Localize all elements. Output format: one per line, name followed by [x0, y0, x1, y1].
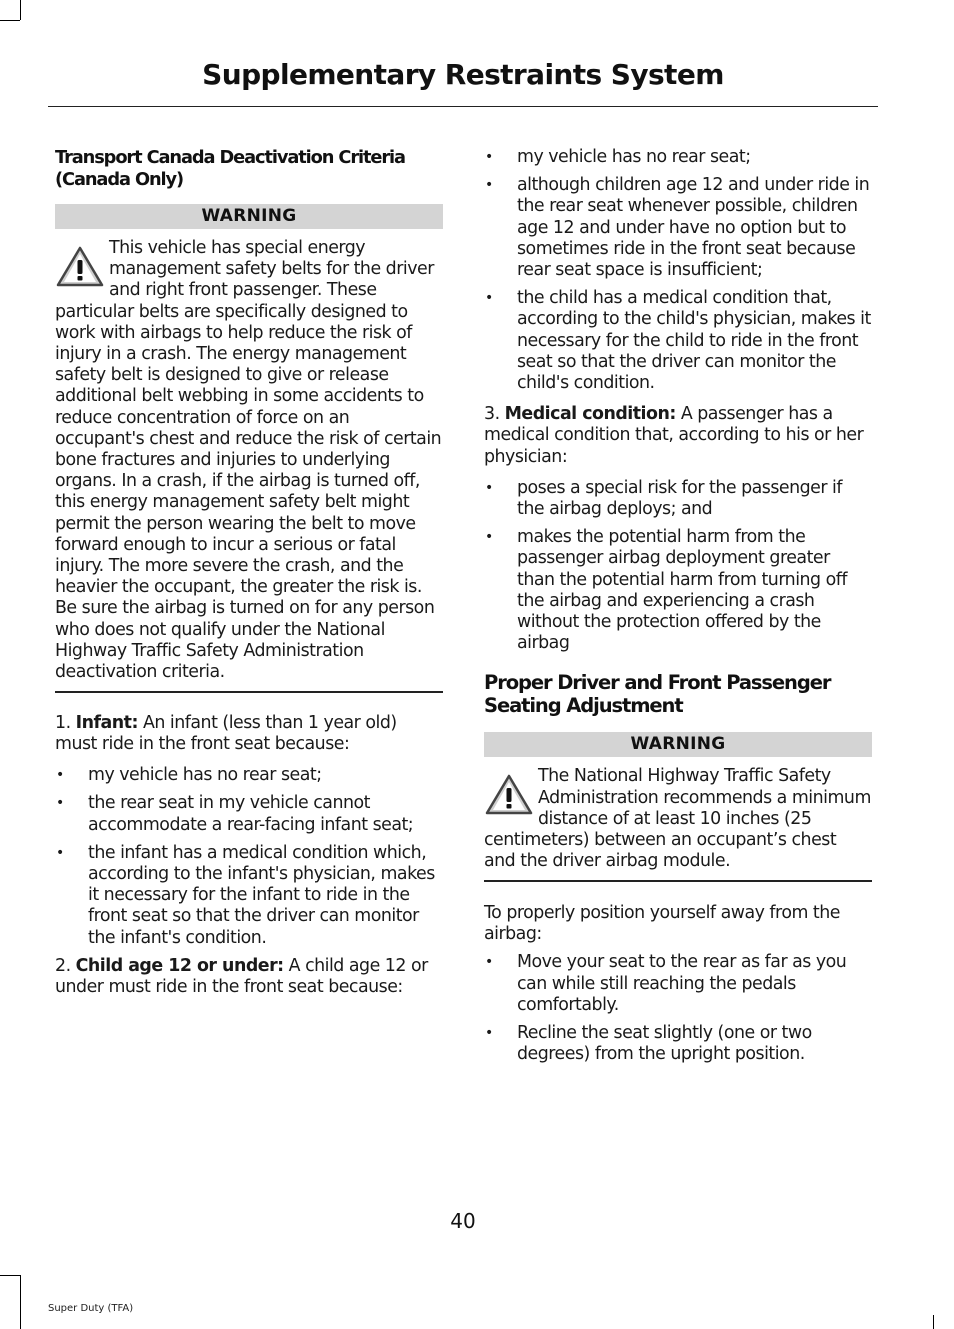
bullet-marker: •: [485, 529, 493, 546]
positioning-bullet-list: [484, 952, 872, 1065]
list-item: • the infant has a medical condition which, according to the infant's physician, makes it necessary for the infant to ride in the front seat so that the driver can monitor the infant's condition.: [56, 842, 435, 948]
item-label: Medical condition:: [504, 404, 676, 425]
footer-doc-name: Super Duty (TFA): [48, 1303, 134, 1314]
warning-header: WARNING: [484, 732, 872, 757]
item-text: An infant (less than 1 year old) must ride in the front seat because:: [55, 712, 397, 755]
item-number: 3.: [484, 404, 500, 425]
child-bullet-list: [484, 147, 872, 394]
crop-mark: [933, 1315, 934, 1329]
criteria-item-medical: [484, 404, 872, 468]
list-item: • Recline the seat slightly (one or two degrees) from the upright position.: [485, 1023, 812, 1065]
warning-block: [484, 766, 872, 872]
title-divider: [48, 106, 878, 107]
infant-bullet-list: [55, 765, 443, 949]
bullet-marker: •: [485, 290, 493, 307]
item-label: Child age 12 or under:: [75, 955, 284, 976]
warning-text: This vehicle has special energy management safety belts for the driver and right front passenger. These particular belts are specifically designed to work with airbags to help reduce the risk of injury in a crash. The energy management safety belt is designed to give or release additional belt webbing in some accidents to reduce concentration of force on an occupant's chest and reduce the risk of certain bone fractures and injuries to underlying organs. In a crash, if the airbag is turned off, this energy management safety belt might permit the person wearing the belt to move forward enough to incur a serious or fatal injury. The more severe the crash, and the heavier the occupant, the greater the risk is. Be sure the airbag is turned on for any person who does not qualify under the National Highway Traffic Safety Administration deactivation criteria.: [55, 238, 442, 683]
bullet-marker: •: [485, 177, 493, 194]
list-item: • makes the potential harm from the passenger airbag deployment greater than the potential harm from turning off the airbag and experiencing a crash without the protection offered by the airbag: [485, 527, 848, 654]
positioning-intro: To properly position yourself away from the airbag:: [484, 903, 840, 945]
bullet-marker: •: [485, 149, 493, 165]
bullet-marker: •: [485, 954, 493, 971]
crop-mark: [0, 1275, 20, 1276]
item-number: 2.: [55, 955, 71, 976]
warning-triangle-icon: [55, 245, 105, 289]
bullet-marker: •: [56, 767, 64, 784]
left-column: [55, 147, 443, 998]
list-item: • poses a special risk for the passenger if the airbag deploys; and: [485, 477, 842, 520]
bullet-marker: •: [485, 1025, 493, 1042]
warning-header: WARNING: [55, 204, 443, 229]
warning-triangle-icon: [484, 773, 534, 817]
bullet-marker: •: [485, 479, 493, 496]
item-text: A child age 12 or under must ride in the front seat because:: [55, 955, 428, 998]
list-item: • my vehicle has no rear seat;: [56, 765, 322, 786]
criteria-item-infant: [55, 713, 443, 755]
warning-block: [55, 238, 443, 683]
item-number: 1.: [55, 712, 71, 733]
crop-mark: [20, 1275, 21, 1329]
list-item: • the rear seat in my vehicle cannot accommodate a rear-facing infant seat;: [56, 793, 414, 835]
item-text: A passenger has a medical condition that, according to his or her physician:: [484, 404, 864, 467]
crop-mark: [0, 20, 20, 21]
item-label: Infant:: [75, 712, 138, 733]
page-title: Supplementary Restraints System: [202, 58, 724, 91]
right-column: [484, 147, 872, 1073]
section-heading-canada: Transport Canada Deactivation Criteria (Canada Only): [55, 147, 405, 190]
list-item: • my vehicle has no rear seat;: [485, 147, 751, 167]
criteria-item-child: [55, 956, 443, 998]
bullet-marker: •: [56, 844, 64, 861]
section-heading-seating: Proper Driver and Front Passenger Seating Adjustment: [484, 671, 831, 717]
page-number: 40: [450, 1209, 476, 1233]
bullet-marker: •: [56, 795, 64, 812]
medical-bullet-list: [484, 478, 872, 655]
list-item: • Move your seat to the rear as far as you can while still reaching the pedals comfortably.: [485, 952, 847, 1015]
crop-mark: [20, 0, 21, 20]
warning-text: The National Highway Traffic Safety Administration recommends a minimum distance of at least 10 inches (25 centimeters) between an occupant’s chest and the driver airbag module.: [484, 766, 871, 872]
list-item: • the child has a medical condition that, according to the child's physician, makes it necessary for the child to ride in the front seat so that the driver can monitor the child's condition.: [485, 288, 871, 394]
list-item: • although children age 12 and under ride in the rear seat whenever possible, children age 12 and under have no option but to sometimes ride in the front seat because rear seat space is insufficient;: [485, 175, 870, 281]
